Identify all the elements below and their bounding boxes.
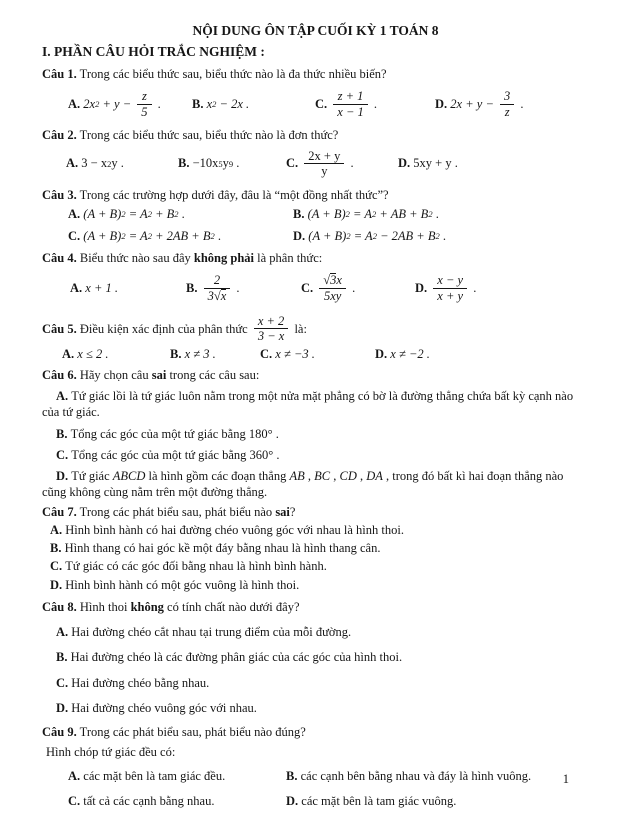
option-9a-label: A. [68,769,84,784]
option-3c-math: (A + B) [83,228,122,243]
fraction-numerator: 2x + y [304,149,344,164]
option-5a-math: x ≤ 2 . [77,347,109,362]
option-3b-label: B. [293,206,308,221]
fraction [304,149,344,179]
section-heading: I. PHẦN CÂU HỎI TRẮC NGHIỆM : [42,43,265,59]
question-9-label: Câu 9. [42,725,77,740]
question-2-prompt: Trong các biểu thức sau, biểu thức nào là đơn thức? [76,128,339,143]
question-8-emphasis: không [130,599,164,614]
option-6c-label: C. [56,447,72,462]
option-3b-math: = A [349,206,373,221]
option-5d-label: D. [375,347,391,362]
option-7c [42,558,589,574]
option-5b-label: B. [170,347,185,362]
question-9-subtext: Hình chóp tứ giác đều có: [46,745,176,760]
option-3c-label: C. [68,228,84,243]
option-9c [68,793,286,809]
option-9b-label: B. [286,769,301,784]
option-2a-label: A. [66,156,82,171]
option-1c [315,88,435,120]
option-2c-label: C. [286,156,302,171]
option-6b [42,426,589,442]
question-6-prompt: trong các câu sau: [166,367,260,382]
option-6c-text: Tổng các góc của một tứ giác bằng 360° . [71,447,280,462]
option-2b-period: . [233,156,240,171]
option-7b-label: B. [50,541,65,556]
fraction-numerator: x − y [433,273,467,288]
question-5-prompt: là: [291,321,307,336]
option-1a-label: A. [68,97,84,112]
option-6d-math: DA [366,469,383,484]
option-8a [42,624,589,640]
option-7c-text: Tứ giác có các góc đối bằng nhau là hình bình hành. [65,559,327,574]
option-6d-text: , [304,469,315,484]
option-3c-period: . [214,228,221,243]
question-5-heading [42,313,589,345]
variable: x [336,273,342,288]
option-7a-text: Hình bình hành có hai đường chéo vuông góc với nhau là hình thoi. [65,522,404,537]
question-1-options [42,84,589,124]
option-3a-math: (A + B) [83,206,122,221]
option-8c-text: Hai đường chéo bằng nhau. [71,675,210,690]
option-5a-label: A. [62,347,78,362]
question-1-heading [42,66,589,82]
question-5-options [42,345,589,364]
option-9d-label: D. [286,794,302,809]
option-2a-math: 3 − x [81,156,108,171]
radicand: 3 [330,273,337,288]
option-4a [70,280,186,296]
question-5-label: Câu 5. [42,321,77,336]
option-3a-period: . [178,206,185,221]
question-7-prompt: ? [289,504,296,519]
option-3d-math: − 2AB + B [376,228,436,243]
option-6d-text: Tứ giác [71,469,113,484]
option-5d [375,346,430,362]
option-3a-label: A. [68,206,84,221]
option-1c-label: C. [315,97,331,112]
fraction-denominator [204,289,231,303]
fraction [204,273,231,303]
option-4c-period: . [348,280,356,295]
option-1b-math: x [206,97,213,112]
question-5-prompt: Điều kiện xác định của phân thức [76,321,251,336]
question-7-prompt: Trong các phát biểu sau, phát biểu nào [76,504,276,519]
question-4-options [42,266,589,310]
option-6c [42,447,589,463]
option-4c-label: C. [301,280,317,295]
fraction-denominator: 5 [141,104,148,119]
question-4-prompt: Biểu thức nào sau đây [76,250,194,265]
option-3d-period: . [439,228,446,243]
question-2-heading [42,127,589,143]
question-8-prompt: Hình thoi [76,599,131,614]
page-number: 1 [562,771,569,786]
option-5b-math: x ≠ 3 . [184,347,216,362]
option-4d-period: . [470,280,477,295]
option-3d-math: = A [350,228,373,243]
question-4-prompt: là phân thức: [254,250,323,265]
option-6d [42,468,589,501]
option-6a [42,388,589,421]
option-6a-text: Tứ giác lồi là tứ giác luôn nằm trong một nửa mặt phẳng có bờ là đường thẳng chứa bất kỳ cạnh nào của tứ giác. [42,389,577,420]
question-3-options-row1 [42,203,589,225]
option-8d-label: D. [56,700,72,715]
option-8d-text: Hai đường chéo vuông góc với nhau. [71,700,257,715]
question-4-label: Câu 4. [42,250,77,265]
option-2b: B. −10x 5 y 9 . [178,156,240,171]
option-8a-text: Hai đường chéo cắt nhau tại trung điểm của mỗi đường. [71,625,352,640]
option-3a-math: + B [151,206,175,221]
option-6d-text: , [356,469,367,484]
option-6d-math: ABCD [112,469,146,484]
option-7a-label: A. [50,522,66,537]
option-2b-math: −10x [192,156,219,171]
option-2a: A. 3 − x 2 y . [66,156,124,171]
fraction [433,273,467,303]
question-7-emphasis: sai [275,504,290,519]
question-8-prompt: có tính chất nào dưới đây? [163,599,300,614]
option-9a-text: các mặt bên là tam giác đều. [83,769,226,784]
fraction-denominator: 5xy [323,288,342,303]
question-9-heading [42,724,589,740]
fraction-numerator: z [137,89,151,104]
option-7c-label: C. [50,559,66,574]
sqrt-icon: √ [323,273,331,288]
option-8a-label: A. [56,625,72,640]
question-7-heading [42,504,589,520]
option-5c-math: x ≠ −3 . [275,347,315,362]
option-1c-period: . [370,97,378,112]
option-8b-label: B. [56,650,71,665]
option-5c [260,346,375,362]
option-4b-label: B. [186,280,201,295]
option-6b-text: Tổng các góc của một tứ giác bằng 180° . [70,426,279,441]
question-6-prompt: Hãy chọn câu [76,367,152,382]
option-3b-math: + AB + B [376,206,429,221]
option-7d-text: Hình bình hành có một góc vuông là hình thoi. [65,577,300,592]
fraction-numerator: z + 1 [333,89,367,104]
question-3-label: Câu 3. [42,187,77,202]
option-8d [42,700,589,716]
option-2a-math: y . [111,156,124,171]
option-2c-period: . [347,156,354,171]
option-1a-math: 2x [83,97,96,112]
option-4c [301,272,415,304]
option-3b-period: . [432,206,439,221]
option-6d-math: BC [314,469,331,484]
question-9-prompt: Trong các phát biểu sau, phát biểu nào đúng? [76,725,306,740]
question-9-options-row1 [42,768,589,786]
question-6-label: Câu 6. [42,367,77,382]
option-6d-label: D. [56,469,72,484]
question-4-heading [42,250,589,266]
option-2c [286,148,398,180]
option-8c [42,675,589,691]
question-7-label: Câu 7. [42,504,77,519]
option-9d-text: các mặt bên là tam giác vuông. [301,794,457,809]
option-6d-text: là hình gồm các đoạn thẳng [145,469,290,484]
option-4a-math: x + 1 . [85,280,119,295]
option-6b-label: B. [56,426,71,441]
option-4d [415,272,476,304]
option-5a [62,346,170,362]
fraction-numerator: 3 [500,89,514,104]
option-1a: A. 2x 2 + y − $\frac{z}{5}$ . [68,89,161,119]
option-1d-math: 2x + y − [450,97,497,112]
fraction [333,89,367,119]
option-9b [286,768,531,784]
option-9a [68,768,286,784]
fraction [254,314,288,344]
option-3b-math: (A + B) [307,206,346,221]
option-4d-label: D. [415,280,431,295]
question-6-heading [42,367,589,383]
option-3c-math: = A [125,228,148,243]
fraction-denominator: y [321,164,328,179]
fraction-denominator: x + y [437,288,464,303]
option-3c-math: + 2AB + B [151,228,211,243]
option-3a: A. (A + B) 2 = A 2 + B 2 . [68,206,185,221]
doc-title: NỘI DUNG ÔN TẬP CUỐI KỲ 1 TOÁN 8 [192,23,439,38]
option-6d-text: , [330,469,340,484]
question-3-prompt: Trong các trường hợp dưới đây, đâu là “một đồng nhất thức”? [76,187,389,202]
option-7b [42,540,589,556]
option-4b [186,272,301,304]
option-8b [42,649,589,665]
question-9-options-row2 [42,793,589,811]
option-4b-period: . [233,280,240,295]
fraction-numerator [319,273,346,288]
option-3d: D. (A + B) 2 = A 2 − 2AB + B 2 . [293,228,446,243]
option-3d-label: D. [293,228,309,243]
option-1d [435,88,524,120]
fraction-denominator: x − 1 [337,104,364,119]
fraction-denominator: z [504,104,510,119]
sqrt-icon: √ [213,288,221,303]
fraction-numerator: 2 [204,273,231,288]
option-6d-math: CD [339,469,357,484]
option-1b: B. x 2 − 2x . [192,97,250,112]
fraction-denominator: 3 − x [257,329,285,344]
option-8c-label: C. [56,675,72,690]
option-8b-text: Hai đường chéo là các đường phân giác của các góc của hình thoi. [70,650,403,665]
option-1b-math: − 2x . [216,97,250,112]
radicand: x [220,288,227,303]
coefficient: 3 [207,288,214,303]
option-9c-text: tất cả các cạnh bằng nhau. [83,794,215,809]
question-2-label: Câu 2. [42,128,77,143]
option-4a-label: A. [70,280,86,295]
option-2d-label: D. [398,156,414,171]
option-2b-label: B. [178,156,193,171]
question-1-prompt: Trong các biểu thức sau, biểu thức nào là đa thức nhiều biến? [76,67,387,82]
option-6a-label: A. [56,389,72,404]
option-2d [398,155,458,171]
option-2d-math: 5xy + y . [413,156,458,171]
option-7b-text: Hình thang có hai góc kề một đáy bằng nhau là hình thang cân. [64,541,381,556]
option-1a-period: . [154,97,161,112]
fraction-numerator: x + 2 [254,314,288,329]
option-1b-label: B. [192,97,207,112]
question-3-heading [42,187,589,203]
option-9c-label: C. [68,794,84,809]
option-7d-label: D. [50,577,66,592]
option-2b-math: y [222,156,229,171]
option-6d-text: , trong đó bất kì hai đoạn thẳng nào cũng không cùng nằm trên một đường thẳng. [42,469,567,500]
option-3a-math: = A [125,206,148,221]
question-8-heading [42,599,589,615]
option-3b: B. (A + B) 2 = A 2 + AB + B 2 . [293,206,439,221]
option-5b [170,346,260,362]
option-3d-math: (A + B) [308,228,347,243]
option-9d [286,793,456,809]
fraction [137,89,151,119]
option-3c: C. (A + B) 2 = A 2 + 2AB + B 2 . [68,228,221,243]
question-8-label: Câu 8. [42,599,77,614]
question-2-options [42,144,589,184]
question-4-emphasis: không phải [193,250,255,265]
option-1a-math: + y − [99,97,135,112]
option-7d [42,577,589,593]
option-6d-math: AB [289,469,305,484]
question-1-label: Câu 1. [42,67,77,82]
option-1d-label: D. [435,97,451,112]
option-1d-period: . [517,97,524,112]
question-3-options-row2 [42,225,589,247]
fraction [500,89,514,119]
option-5d-math: x ≠ −2 . [390,347,430,362]
question-6-emphasis: sai [151,367,167,382]
option-9b-text: các cạnh bên bằng nhau và đáy là hình vuông. [300,769,532,784]
option-7a [42,522,589,538]
fraction [319,273,346,303]
option-5c-label: C. [260,347,276,362]
